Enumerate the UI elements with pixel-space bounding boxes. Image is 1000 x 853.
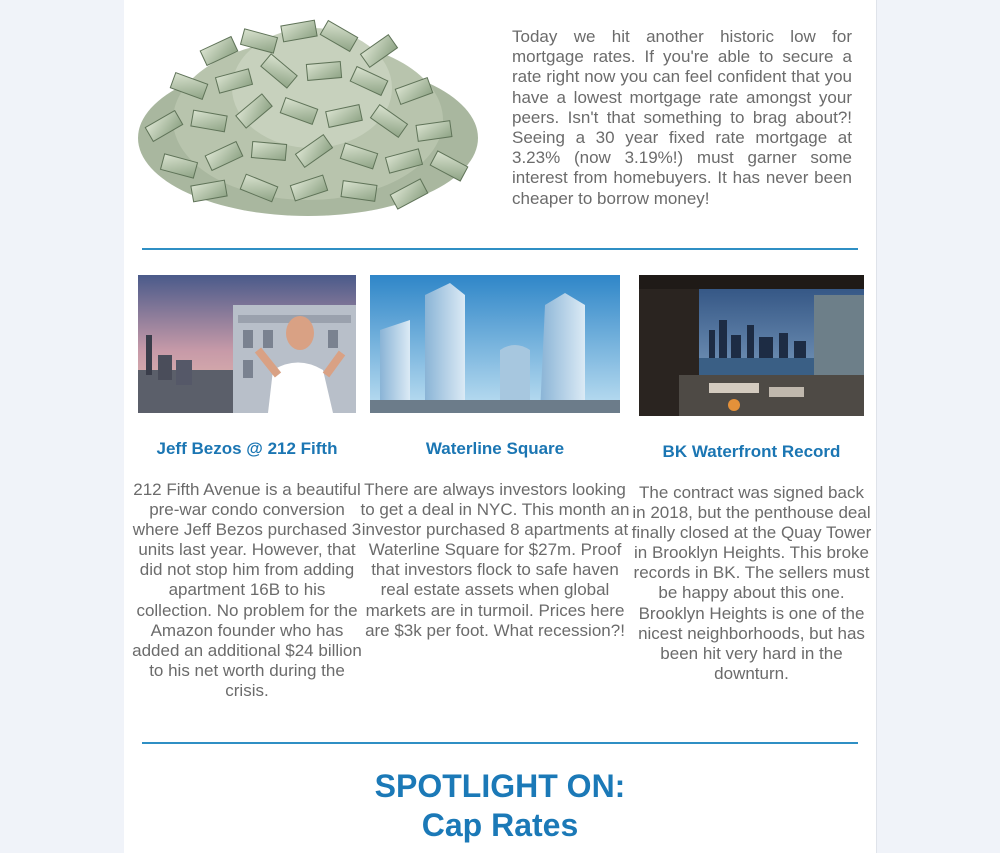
spotlight-heading: SPOTLIGHT ON: [374, 768, 626, 804]
article-title[interactable]: Waterline Square [425, 439, 565, 458]
article-body: There are always investors looking to get a deal in NYC. This month an investor purchased 8 apartments at Waterline Square for $27m. Proof that investors flock to safe haven real estate assets when global markets are in turmoil. Prices here are $3k per foot. What recession?! [360, 480, 630, 640]
money-pile-image [132, 8, 484, 218]
waterline-square-photo[interactable] [370, 275, 620, 413]
article-body: 212 Fifth Avenue is a beautiful pre-war condo conversion where Jeff Bezos purchased 3 units last year. However, that did not stop him from adding apartment 16B to his collection. No problem for the Amazon founder who has added an additional $24 billion to his net worth during the crisis. [132, 480, 362, 700]
article-title[interactable]: BK Waterfront Record [662, 442, 841, 461]
bezos-photo[interactable] [138, 275, 356, 413]
quay-tower-terrace-photo[interactable] [639, 275, 864, 416]
article-body: The contract was signed back in 2018, but the penthouse deal finally closed at the Quay Tower in Brooklyn Heights. This broke records in BK. The sellers must be happy about this one. Brooklyn Heights is one of the nicest neighborhoods, but has been hit very hard in the downturn. [631, 483, 872, 683]
article-column-bezos [132, 275, 362, 700]
section-divider [142, 742, 858, 744]
hero-paragraph: Today we hit another historic low for mortgage rates. If you're able to secure a rate right now you can feel confident that you have a lowest mortgage rate amongst your peers. Isn't that something to brag about?! Seeing a 30 year fixed rate mortgage at 3.23% (now 3.19%!) must garner some interest from homebuyers. It has never been cheaper to borrow money! [512, 27, 852, 208]
article-title[interactable]: Jeff Bezos @ 212 Fifth [156, 439, 338, 458]
section-divider [142, 248, 858, 250]
article-column-bk-waterfront [631, 275, 872, 683]
newsletter-sheet [124, 0, 877, 853]
spotlight-subheading: Cap Rates [421, 807, 579, 843]
article-column-waterline [360, 275, 630, 640]
